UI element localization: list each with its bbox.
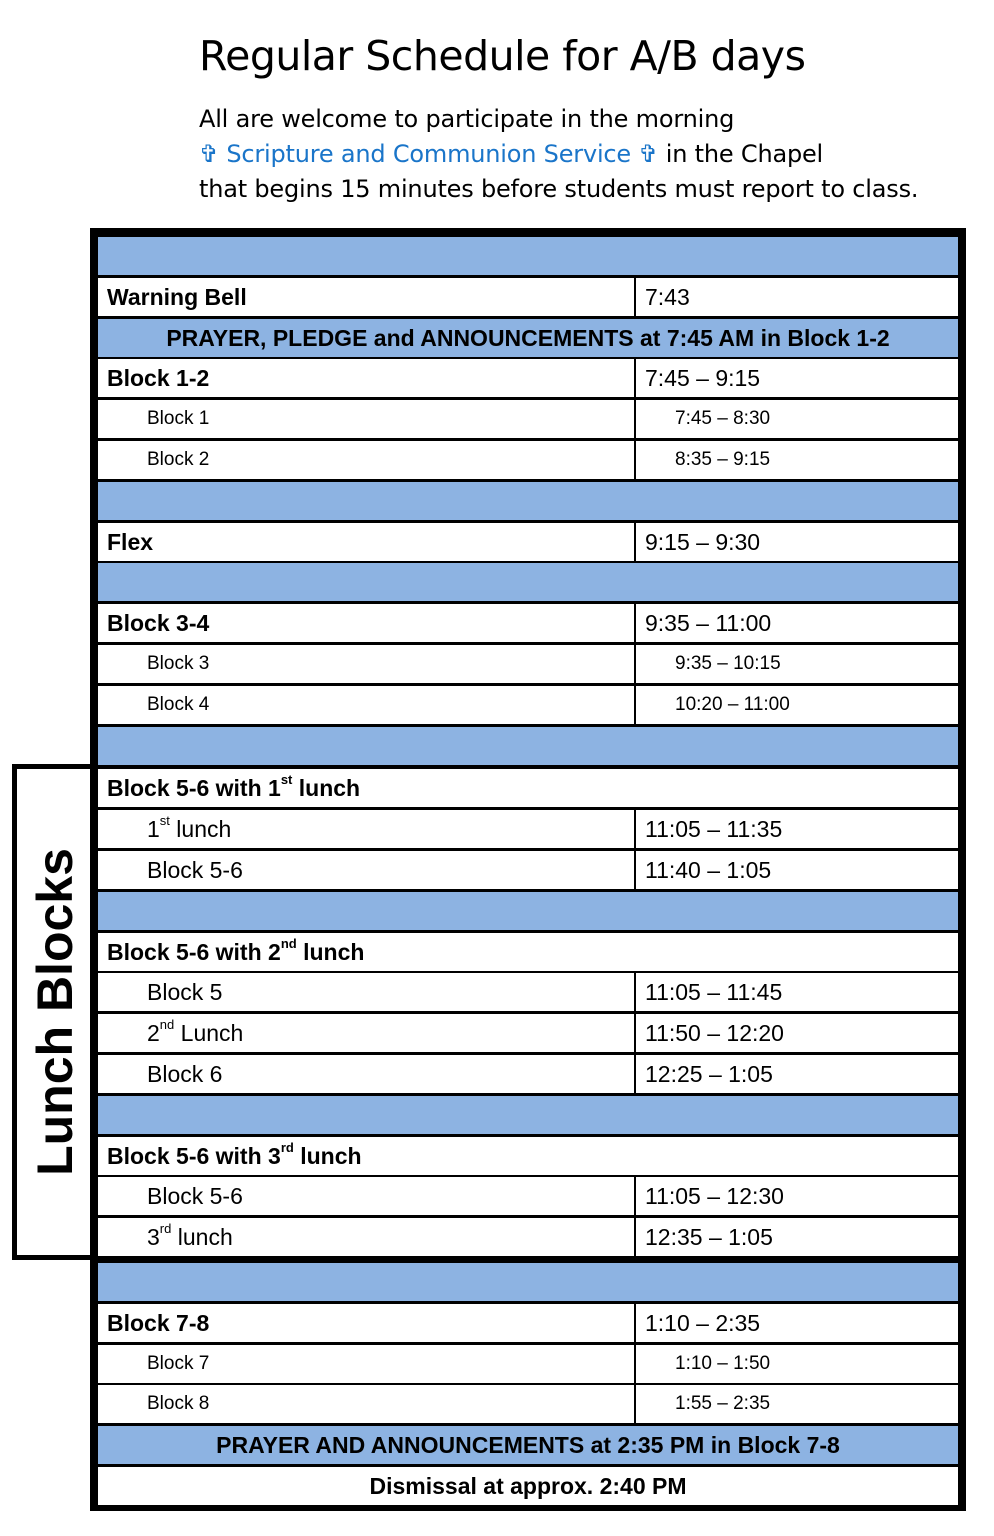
- row-label: [107, 1218, 667, 1256]
- separator-row: [98, 1096, 958, 1134]
- label-text: 3: [147, 1224, 160, 1250]
- column-divider: [634, 359, 636, 397]
- row-time: 8:35 – 9:15: [675, 449, 771, 470]
- row-time: 11:40 – 1:05: [645, 857, 772, 883]
- row-time: 1:10 – 1:50: [675, 1353, 771, 1374]
- intro-line-2-rest: in the Chapel: [658, 140, 824, 168]
- label-text: Block 1: [147, 408, 210, 429]
- lunch-group-header: [98, 769, 958, 807]
- row-label: [107, 645, 667, 683]
- row-time: 1:10 – 2:35: [645, 1310, 761, 1336]
- intro-line-3: that begins 15 minutes before students must report to class.: [199, 175, 919, 203]
- row-time: 11:05 – 11:35: [645, 816, 783, 842]
- label-text: Block 5-6: [147, 1183, 243, 1209]
- column-divider: [634, 523, 636, 561]
- table-row: [98, 1055, 958, 1093]
- column-divider: [634, 441, 636, 479]
- column-divider: [634, 278, 636, 316]
- row-time: 9:35 – 11:00: [645, 610, 772, 636]
- table-row: [98, 1304, 958, 1342]
- label-text: Block 5-6 with 2: [107, 939, 281, 965]
- label-suffix: lunch: [171, 1224, 233, 1250]
- announcement-row: [98, 1426, 958, 1464]
- row-time: 7:45 – 9:15: [645, 365, 761, 391]
- label-text: Block 3-4: [107, 610, 210, 636]
- label-text: Block 5-6 with 1: [107, 775, 281, 801]
- separator-row: [98, 1263, 958, 1301]
- ordinal-suffix: st: [159, 813, 170, 829]
- row-time: 7:45 – 8:30: [675, 408, 771, 429]
- column-divider: [634, 1177, 636, 1215]
- row-time: 9:15 – 9:30: [645, 529, 761, 555]
- row-label: [107, 1177, 667, 1215]
- dismissal-text: Dismissal at approx. 2:40 PM: [369, 1473, 687, 1499]
- ordinal-suffix: nd: [280, 936, 297, 952]
- label-text: 2: [147, 1020, 160, 1046]
- label-text: Block 5-6 with 3: [107, 1143, 281, 1169]
- table-row: [98, 851, 958, 889]
- row-label: [107, 278, 627, 316]
- intro-text: [199, 102, 918, 207]
- table-row: [98, 278, 958, 316]
- row-time: 7:43: [645, 284, 690, 310]
- row-label: [107, 1304, 627, 1342]
- row-label: [107, 933, 627, 971]
- row-label: [107, 973, 667, 1011]
- row-label: [107, 400, 667, 438]
- table-row: [98, 441, 958, 479]
- label-text: Block 2: [147, 449, 210, 470]
- column-divider: [634, 810, 636, 848]
- table-row: [98, 973, 958, 1011]
- label-suffix: lunch: [292, 775, 361, 801]
- row-label: [107, 604, 627, 642]
- label-text: Block 5-6: [147, 857, 243, 883]
- label-suffix: Lunch: [174, 1020, 244, 1046]
- row-label: [107, 523, 627, 561]
- column-divider: [634, 973, 636, 1011]
- row-label: [107, 851, 667, 889]
- row-time: 11:05 – 11:45: [645, 979, 783, 1005]
- column-divider: [634, 645, 636, 683]
- row-label: [107, 1055, 667, 1093]
- separator-row: [98, 563, 958, 601]
- column-divider: [634, 1345, 636, 1383]
- separator-row: [98, 237, 958, 275]
- separator-row: [98, 892, 958, 930]
- announcement-row: [98, 319, 958, 357]
- label-text: Block 4: [147, 694, 210, 715]
- row-label: [107, 1385, 667, 1423]
- table-row: [98, 1218, 958, 1256]
- label-text: Block 8: [147, 1393, 210, 1414]
- ordinal-suffix: rd: [159, 1221, 172, 1237]
- row-label: [107, 359, 627, 397]
- row-time: 9:35 – 10:15: [675, 653, 781, 674]
- intro-line-1: All are welcome to participate in the morning: [199, 105, 735, 133]
- label-text: Block 3: [147, 653, 210, 674]
- column-divider: [634, 604, 636, 642]
- row-time: 11:50 – 12:20: [645, 1020, 784, 1046]
- page-title: Regular Schedule for A/B days: [199, 32, 806, 80]
- table-row: [98, 1385, 958, 1423]
- announcement-text: PRAYER AND ANNOUNCEMENTS at 2:35 PM in Block 7-8: [216, 1432, 840, 1458]
- label-suffix: lunch: [169, 816, 232, 842]
- ordinal-suffix: rd: [280, 1140, 294, 1156]
- column-divider: [634, 1055, 636, 1093]
- label-text: Block 7-8: [107, 1310, 210, 1336]
- column-divider: [634, 1385, 636, 1423]
- row-label: [107, 1014, 667, 1052]
- label-text: 1: [147, 816, 160, 842]
- schedule-table: [90, 228, 966, 1511]
- row-label: [107, 810, 667, 848]
- column-divider: [634, 686, 636, 724]
- row-label: [107, 686, 667, 724]
- row-time: 1:55 – 2:35: [675, 1393, 771, 1414]
- separator-row: [98, 482, 958, 520]
- column-divider: [634, 1304, 636, 1342]
- table-row: [98, 686, 958, 724]
- row-label: [107, 769, 627, 807]
- label-text: Warning Bell: [107, 284, 247, 310]
- service-link: ✞ Scripture and Communion Service ✞: [199, 140, 659, 168]
- label-text: Block 5: [147, 979, 223, 1005]
- intro-line-2: [199, 137, 918, 172]
- table-row: [98, 523, 958, 561]
- table-row: [98, 604, 958, 642]
- row-label: [107, 441, 667, 479]
- row-label: [107, 1137, 627, 1175]
- label-text: Block 6: [147, 1061, 223, 1087]
- table-row: [98, 1345, 958, 1383]
- column-divider: [634, 851, 636, 889]
- row-time: 12:35 – 1:05: [645, 1224, 773, 1250]
- row-time: 12:25 – 1:05: [645, 1061, 773, 1087]
- row-time: 11:05 – 12:30: [645, 1183, 784, 1209]
- table-row: [98, 400, 958, 438]
- lunch-blocks-label: Lunch Blocks: [27, 848, 83, 1176]
- lunch-group-header: [98, 933, 958, 971]
- column-divider: [634, 1218, 636, 1256]
- separator-row: [98, 727, 958, 765]
- row-label: [107, 1345, 667, 1383]
- column-divider: [634, 1014, 636, 1052]
- announcement-text: PRAYER, PLEDGE and ANNOUNCEMENTS at 7:45 AM in Block 1-2: [166, 325, 890, 351]
- ordinal-suffix: nd: [159, 1017, 175, 1033]
- dismissal-row: [98, 1467, 958, 1505]
- column-divider: [634, 400, 636, 438]
- label-text: Block 1-2: [107, 365, 210, 391]
- row-time: 10:20 – 11:00: [675, 694, 790, 715]
- table-row: [98, 810, 958, 848]
- lunch-group-header: [98, 1137, 958, 1175]
- label-suffix: lunch: [293, 1143, 362, 1169]
- label-suffix: lunch: [296, 939, 365, 965]
- label-text: Block 7: [147, 1353, 210, 1374]
- table-row: [98, 359, 958, 397]
- label-text: Flex: [107, 529, 154, 555]
- table-row: [98, 645, 958, 683]
- table-row: [98, 1177, 958, 1215]
- table-row: [98, 1014, 958, 1052]
- ordinal-suffix: st: [280, 772, 293, 788]
